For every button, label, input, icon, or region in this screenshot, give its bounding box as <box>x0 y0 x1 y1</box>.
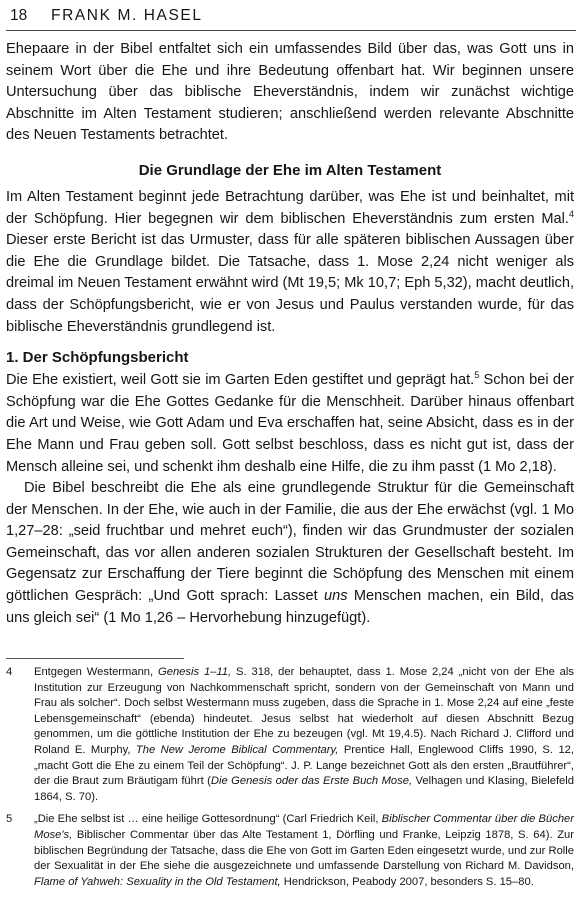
footnote-text: Velhagen und Klasing, Bielefeld 1864, S. 70). <box>34 775 574 803</box>
emphasis-uns: uns <box>323 588 348 605</box>
page-number: 18 <box>10 7 28 24</box>
creation-paragraph-2-text-a: Die Bibel beschreibt die Ehe als eine grundlegende Struktur für die Gemeinschaft der Menschen. In der Ehe, wie auch in der Familie, die aus der Ehe erwächst (vgl. 1 Mo 1,27–28: „seid fruchtbar und mehret euch“), finden wir das Grundmuster der sozialen Gemeinschaft, das vor allen anderen sozialen Strukturen der Gesellschaft besteht. Im Gegensatz zur Erschaffung der Tiere beginnt die Schöpfung des Menschen mit einem göttlichen Gespräch: „Und Gott sprach: Lasset <box>6 480 574 605</box>
footnote-text: S. 318, der behauptet, dass 1. Mose 2,24 „nicht von der Ehe als Institution zur Erzeugung von Nachkommenschaft spricht, sondern von der Gemeinschaft von Mann und Frau als solcher“. Doch selbst Westermann muss zugeben, dass die Sprache in 1. Mose 2,24 auf eine „feste Lebensgemeinschaft“ (ebenda) hindeutet. Jesus selbst hat wiederholt auf diesen Abschnitt Bezug genommen, um die göttliche Institution der Ehe zu bezeugen (vgl. Mt 19,4.5). Nach Richard J. Clifford und Roland E. Murphy, <box>34 666 574 756</box>
section-paragraph <box>6 187 574 338</box>
creation-paragraph-2-text-b: Menschen machen, ein Bild, das uns gleich sei“ (1 Mo 1,26 – Hervorhebung hinzugefügt). <box>6 588 574 626</box>
running-head-author: FRANK M. HASEL <box>51 7 203 24</box>
footnote-number: 5 <box>6 813 13 826</box>
footnote-number: 4 <box>6 666 13 678</box>
creation-paragraph-1-text-a: Die Ehe existiert, weil Gott sie im Garten Eden gestiftet und geprägt hat. <box>6 372 475 389</box>
footnote-text: Hendrickson, Peabody 2007, besonders S. 15–80. <box>280 875 534 888</box>
footnote-text: Prentice Hall, Englewood Cliffs 1990, S. 12, „macht Gott die Ehe zu einem Teil der Schöpfung“. J. P. Lange bezeichnet Gott als den ersten „Brautführer“, der die Braut zum Bräutigam führt ( <box>34 743 574 788</box>
footnote-ref-4[interactable]: 4 <box>568 208 574 219</box>
footnote-divider <box>6 658 184 659</box>
footnote-title: Die Genesis oder das Erste Buch Mose, <box>210 775 413 788</box>
creation-paragraph-2 <box>6 478 574 629</box>
subsection-heading: 1. Der Schöpfungsbericht <box>6 349 189 367</box>
section-paragraph-text-b: Dieser erste Bericht ist das Urmuster, dass für alle späteren biblischen Aussagen über die Ehe die Grundlage bildet. Die Tatsache, dass 1. Mose 2,24 nicht weniger als dreimal im Neuen Testament erwähnt wird (Mt 19,5; Mk 10,7; Eph 5,32), macht deutlich, dass der Schöpfungsbericht, wie er von Jesus und Paulus verstanden wurde, für das biblische Eheverständnis grundlegend ist. <box>6 232 574 335</box>
creation-paragraph-1 <box>6 370 574 478</box>
section-heading: Die Grundlage der Ehe im Alten Testament <box>138 161 442 179</box>
running-header <box>6 4 576 31</box>
footnote-text: „Die Ehe selbst ist … eine heilige Gottesordnung“ (Carl Friedrich Keil, <box>34 813 382 826</box>
footnote-title: The New Jerome Biblical Commentary, <box>135 743 339 756</box>
footnote-text: Entgegen Westermann, <box>34 666 159 678</box>
footnote-title: Biblischer Commentar über die Bücher Mose's, <box>34 813 575 841</box>
footnote-text: Biblischer Commentar über das Alte Testament 1, Dörfling und Franke, Leipzig 1878, S. 64). Zur biblischen Begründung der Tatsache, dass die Ehe von Gott im Garten Eden eingesetzt wurde, und zur Rolle der Sexualität in der Ehe siehe die ausgezeichnete und umfassende Darstellung von Richard M. Davidson, <box>34 828 574 873</box>
section-paragraph-text-a: Im Alten Testament beginnt jede Betrachtung darüber, was Ehe ist und beinhaltet, mit der Schöpfung. Hier begegnen wir dem biblischen Eheverständnis zum ersten Mal. <box>6 188 574 227</box>
footnote-4 <box>6 665 574 805</box>
footnote-5 <box>6 812 574 890</box>
main-text <box>6 39 574 629</box>
footnote-title: Flame of Yahweh: Sexuality in the Old Testament, <box>34 875 281 888</box>
footnote-title: Genesis 1–11, <box>158 666 232 678</box>
footnotes <box>6 665 574 897</box>
intro-paragraph: Ehepaare in der Bibel entfaltet sich ein umfassendes Bild über das, was Gott uns in seinem Wort über die Ehe und ihre Bedeutung offenbart hat. Wir beginnen unsere Untersuchung über das biblische Eheverständnis, indem wir zunächst wichtige Abschnitte im Alten Testament studieren; anschließend werden relevante Abschnitte des Neuen Testaments betrachtet. <box>6 41 574 144</box>
footnote-ref-5[interactable]: 5 <box>474 370 480 381</box>
creation-paragraph-1-text-b: Schon bei der Schöpfung war die Ehe Gottes Gedanke für die Menschheit. Darüber hinaus offenbart die Art und Weise, wie Gott Adam und Eva erschaffen hat, seine Absicht, dass es in der Ehe Mann und Frau geben soll. Gott selbst beschloss, dass es nicht gut ist, dass der Mensch alleine sei, und schenkt ihm deshalb eine Hilfe, die zu ihm passt (1 Mo 2,18). <box>6 372 574 475</box>
